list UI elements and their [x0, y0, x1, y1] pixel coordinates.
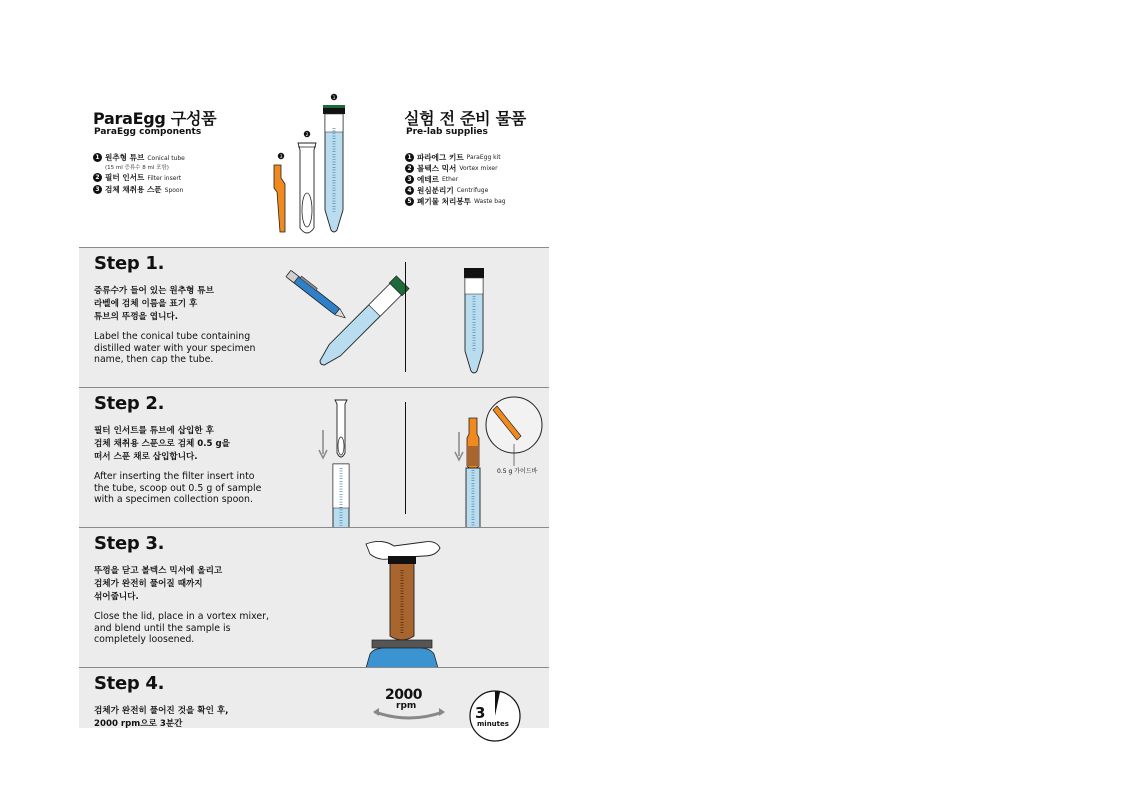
- step-2-english-text: After inserting the filter insert into the tube, scoop out 0.5 g of sample with a specimen collection spoon.: [94, 471, 262, 505]
- list-item: [93, 152, 185, 172]
- number-badge: 2: [405, 164, 414, 173]
- number-badge: 4: [405, 186, 414, 195]
- insert-spoon-illustration: [451, 392, 547, 528]
- sample-tube-icon: [390, 562, 414, 640]
- divider: [405, 262, 406, 372]
- step-1-section: [79, 247, 549, 388]
- number-badge: 3: [93, 185, 102, 194]
- list-item: [405, 185, 506, 196]
- step-1-title: Step 1.: [94, 253, 165, 274]
- item-en: Centrifuge: [456, 187, 489, 194]
- item-en: Conical tube: [147, 155, 185, 162]
- label-badge-1-text: 1: [332, 96, 336, 101]
- step-3-korean-text: 뚜껑을 닫고 볼텍스 믹서에 올리고 검체가 완전히 풀어질 때까지 섞어줍니다.: [94, 566, 223, 602]
- item-en: Waste bag: [474, 198, 506, 205]
- components-list: [93, 152, 185, 196]
- number-badge: 2: [93, 173, 102, 182]
- item-ko: 원추형 튜브: [105, 153, 145, 162]
- capped-tube-illustration: [459, 266, 489, 376]
- spoon-icon: [274, 165, 285, 232]
- timer-value: 3: [475, 704, 486, 722]
- components-subtitle: ParaEgg components: [94, 127, 202, 137]
- number-badge: 1: [405, 153, 414, 162]
- number-badge: 1: [93, 153, 102, 162]
- rpm-unit: rpm: [396, 701, 417, 711]
- number-badge: 3: [405, 175, 414, 184]
- item-en: ParaEgg kit: [466, 154, 501, 161]
- insert-filter-illustration: [317, 398, 353, 528]
- step-1-english-text: Label the conical tube containing distilled water with your specimen name, then cap the tube.: [94, 331, 256, 365]
- tube-icon: [466, 468, 480, 528]
- step-2-section: [79, 387, 549, 528]
- label-badge-2-text: 2: [305, 133, 309, 138]
- divider: [405, 402, 406, 514]
- components-title: ParaEgg 구성품: [93, 109, 217, 128]
- label-badge-3-text: 3: [279, 155, 283, 160]
- supplies-subtitle: Pre-lab supplies: [406, 127, 488, 137]
- pen-icon: [286, 269, 349, 321]
- item-ko: 원심분리기: [417, 186, 454, 195]
- components-illustration: [269, 92, 359, 237]
- step-3-section: [79, 527, 549, 668]
- number-badge: 5: [405, 197, 414, 206]
- list-item: [405, 163, 506, 174]
- tilted-tube-icon: [315, 276, 409, 370]
- list-item: [93, 184, 185, 196]
- item-ko: 볼텍스 믹서: [417, 164, 457, 173]
- item-ko: 폐기물 처리봉투: [417, 197, 471, 206]
- list-item: [405, 174, 506, 185]
- step-4-korean-text: 검체가 완전히 풀어진 것을 확인 후, 2000 rpm으로 3분간: [94, 706, 229, 729]
- step-4-section: [79, 667, 549, 728]
- item-en: Vortex mixer: [459, 165, 498, 172]
- rpm-value: 2000: [385, 687, 422, 703]
- item-ko: 파라에그 키트: [417, 153, 464, 162]
- item-ko: 검체 채취용 스푼: [105, 185, 162, 194]
- guide-bar-label: 0.5 g 가이드바: [497, 468, 538, 475]
- list-item: [93, 172, 185, 184]
- vortex-mixer-illustration: [364, 536, 454, 668]
- step-3-english-text: Close the lid, place in a vortex mixer, and blend until the sample is completely loosened.: [94, 611, 270, 645]
- filter-insert-icon: [335, 400, 347, 457]
- step-2-korean-text: 필터 인서트를 튜브에 삽입한 후 검체 채취용 스푼으로 검체 0.5 g을 떠서 스푼 채로 삽입합니다.: [94, 426, 230, 462]
- step-2-title: Step 2.: [94, 393, 165, 414]
- supplies-list: [405, 152, 506, 207]
- list-item: [405, 152, 506, 163]
- item-note: (15 ml 증류수 8 ml 포함): [105, 165, 169, 171]
- mixer-base-icon: [366, 648, 438, 668]
- step-3-title: Step 3.: [94, 533, 165, 554]
- item-ko: 필터 인서트: [105, 173, 145, 182]
- filter-insert-icon: [298, 143, 316, 233]
- timer-unit: minutes: [477, 720, 509, 728]
- item-en: Filter insert: [147, 175, 182, 182]
- list-item: [405, 196, 506, 207]
- step-4-title: Step 4.: [94, 673, 165, 694]
- paraegg-instruction-sheet: [79, 92, 549, 729]
- supplies-title: 실험 전 준비 물품: [404, 109, 526, 128]
- pen-labeling-tube-illustration: [284, 256, 389, 381]
- item-en: Ether: [442, 176, 459, 183]
- step-1-korean-text: 증류수가 들어 있는 원추형 튜브 라벨에 검체 이름을 표기 후 튜브의 뚜껑을 엽니다.: [94, 286, 214, 322]
- item-en: Spoon: [164, 187, 184, 194]
- item-ko: 에테르: [417, 175, 440, 184]
- rotation-arrow-icon: [369, 698, 449, 728]
